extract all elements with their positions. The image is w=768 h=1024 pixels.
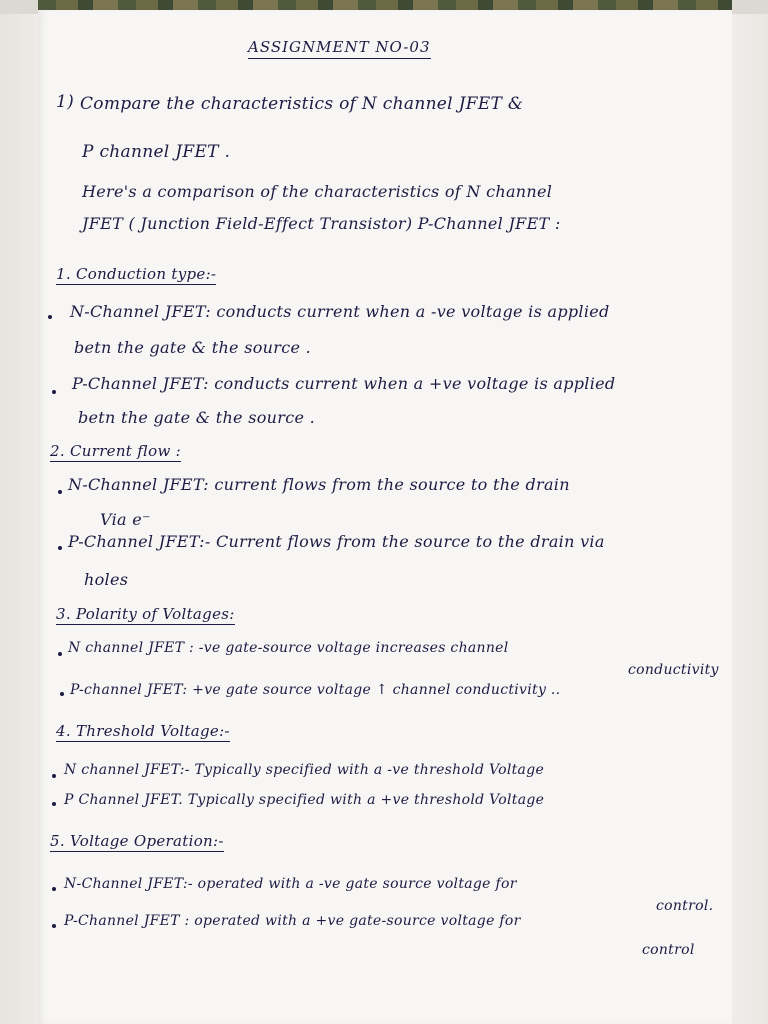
point-n-channel-operation-line-2: control. [656,898,714,914]
intro-line-2: JFET ( Junction Field-Effect Transistor) P-Channel JFET : [82,214,561,233]
bullet [58,546,62,550]
point-n-channel-polarity-line-1: N channel JFET : -ve gate-source voltage increases channel [68,640,509,656]
point-n-channel-current-line-1: N-Channel JFET: current flows from the source to the drain [68,475,570,494]
point-p-channel-operation-line-1: P-Channel JFET : operated with a +ve gate-source voltage for [64,913,521,929]
bullet [48,315,52,319]
section-heading-voltage-operation: 5. Voltage Operation:- [50,832,224,850]
section-heading-threshold-voltage: 4. Threshold Voltage:- [56,722,230,740]
bullet [52,774,56,778]
point-n-channel-threshold: N channel JFET:- Typically specified with a -ve threshold Voltage [64,762,545,778]
section-heading-polarity: 3. Polarity of Voltages: [56,605,235,623]
point-n-channel-operation-line-1: N-Channel JFET:- operated with a -ve gate source voltage for [64,876,517,892]
photo-edge-right [732,0,768,14]
bullet [58,490,62,494]
question-number: 1) [56,92,75,112]
point-n-channel-conduction-line-1: N-Channel JFET: conducts current when a -ve voltage is applied [70,302,610,321]
point-p-channel-conduction-line-1: P-Channel JFET: conducts current when a +ve voltage is applied [72,374,616,393]
section-heading-conduction-type: 1. Conduction type:- [56,265,217,283]
point-p-channel-polarity-line-1: P-channel JFET: +ve gate source voltage ↑ channel conductivity .. [70,682,561,698]
question-line-1: Compare the characteristics of N channel JFET & [80,94,524,114]
assignment-title: ASSIGNMENT NO-03 [248,38,431,59]
point-p-channel-current-line-2: holes [84,570,129,589]
bullet [52,924,56,928]
bullet [52,390,56,394]
intro-line-1: Here's a comparison of the characteristics of N channel [82,182,553,201]
bullet [60,692,64,696]
section-heading-current-flow: 2. Current flow : [50,442,182,460]
point-n-channel-current-line-2: Via e⁻ [100,510,151,529]
bullet [52,802,56,806]
point-p-channel-conduction-line-2: betn the gate & the source . [78,408,316,427]
point-n-channel-conduction-line-2: betn the gate & the source . [74,338,312,357]
bullet [52,887,56,891]
bullet [58,652,62,656]
point-p-channel-operation-line-2: control [642,942,695,958]
point-p-channel-threshold: P Channel JFET. Typically specified with a +ve threshold Voltage [64,792,545,808]
point-n-channel-polarity-line-2: conductivity [628,662,719,678]
point-p-channel-current-line-1: P-Channel JFET:- Current flows from the source to the drain via [68,532,605,551]
question-line-2: P channel JFET . [82,142,231,162]
photo-edge-left [0,0,38,14]
notebook-page [38,10,732,1024]
